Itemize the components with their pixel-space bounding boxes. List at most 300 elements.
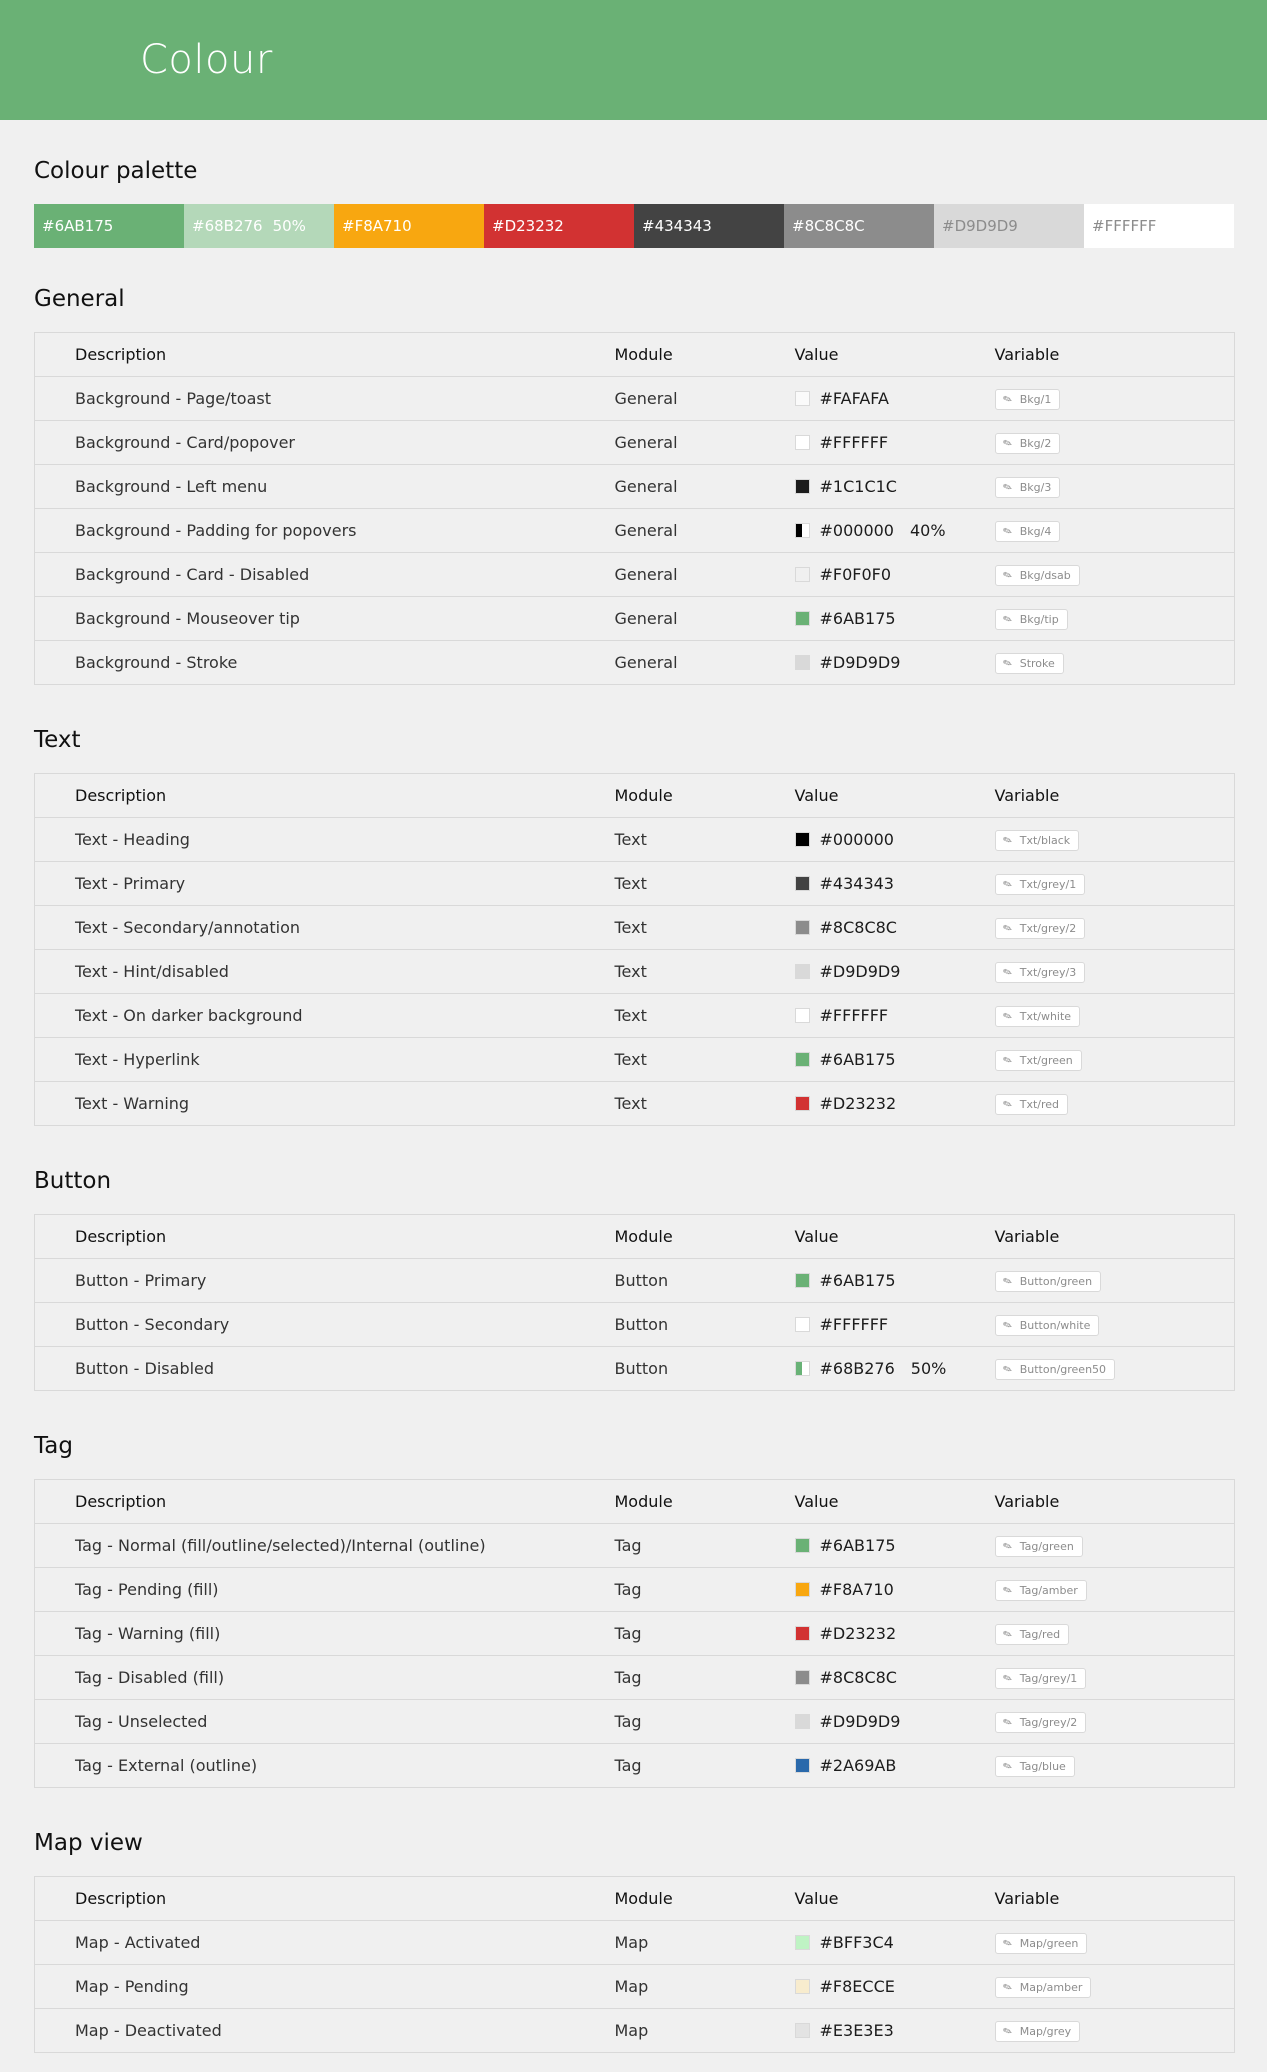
variable-tag[interactable] (995, 609, 1068, 630)
table-row (35, 509, 1235, 553)
palette-swatch (184, 204, 334, 248)
variable-tag[interactable] (995, 1580, 1087, 1601)
variable-tag[interactable] (995, 521, 1061, 542)
row-variable (995, 1700, 1235, 1744)
column-header-module: Module (614, 1492, 673, 1511)
value-opacity: 40% (909, 521, 946, 540)
row-value (795, 1347, 995, 1391)
palette-swatch (934, 204, 1084, 248)
row-variable (995, 1921, 1235, 1965)
pen-icon: ✎ (1000, 1626, 1014, 1642)
column-header-description: Description (75, 1889, 167, 1908)
variable-tag[interactable] (995, 1624, 1070, 1645)
row-module: General (614, 477, 678, 496)
row-description: Text - Hyperlink (75, 1050, 200, 1069)
row-module: Map (614, 2021, 649, 2040)
variable-tag[interactable] (995, 1315, 1100, 1336)
row-variable (995, 597, 1235, 641)
variable-tag[interactable] (995, 1006, 1081, 1027)
table-row (35, 1656, 1235, 1700)
row-description: Text - Heading (75, 830, 190, 849)
swatch-label: #68B276 (192, 217, 263, 235)
value-hex: #000000 (819, 830, 894, 849)
colour-chip (795, 655, 810, 670)
row-variable (995, 2009, 1235, 2053)
section-title: Text (34, 727, 81, 753)
row-module: Tag (614, 1668, 642, 1687)
variable-name: Bkg/3 (1019, 480, 1052, 494)
swatch-label: #F8A710 (342, 217, 412, 235)
row-value (795, 1921, 995, 1965)
value-hex: #BFF3C4 (819, 1933, 894, 1952)
row-variable (995, 1965, 1235, 2009)
value-opacity: 50% (910, 1359, 947, 1378)
colour-chip (795, 1758, 810, 1773)
value-hex: #FFFFFF (819, 1006, 889, 1025)
table-row (35, 465, 1235, 509)
row-description: Background - Mouseover tip (75, 609, 300, 628)
table-row (35, 553, 1235, 597)
table-header-row (35, 333, 1235, 377)
palette-title: Colour palette (34, 158, 198, 184)
pen-icon: ✎ (1000, 655, 1014, 671)
row-variable (995, 1259, 1235, 1303)
variable-tag[interactable] (995, 2021, 1081, 2042)
table-row (35, 950, 1235, 994)
colour-chip (795, 2023, 810, 2038)
row-description: Tag - Pending (fill) (75, 1580, 219, 1599)
table-header-row (35, 1480, 1235, 1524)
colour-chip (795, 611, 810, 626)
column-header-variable: Variable (994, 345, 1060, 364)
row-description: Button - Secondary (75, 1315, 230, 1334)
column-header-variable: Variable (994, 786, 1060, 805)
colour-chip (795, 391, 810, 406)
variable-name: Txt/red (1019, 1097, 1059, 1111)
value-hex: #D9D9D9 (819, 653, 901, 672)
page-header (0, 0, 1267, 120)
page-title: Colour (140, 37, 273, 83)
variable-name: Tag/grey/1 (1019, 1671, 1078, 1685)
row-variable (995, 1524, 1235, 1568)
row-value (795, 1303, 995, 1347)
section-title: General (34, 286, 125, 312)
colour-chip (795, 1714, 810, 1729)
row-description: Text - Primary (75, 874, 186, 893)
row-description: Background - Left menu (75, 477, 268, 496)
column-header-value: Value (794, 1492, 839, 1511)
variable-tag[interactable] (995, 830, 1080, 851)
row-value (795, 1038, 995, 1082)
colour-table (34, 1214, 1235, 1391)
row-description: Background - Padding for popovers (75, 521, 357, 540)
pen-icon: ✎ (1000, 920, 1014, 936)
row-description: Text - Secondary/annotation (75, 918, 301, 937)
value-hex: #E3E3E3 (819, 2021, 894, 2040)
table-header-row (35, 1215, 1235, 1259)
column-header-description: Description (75, 1227, 167, 1246)
table-row (35, 1568, 1235, 1612)
row-description: Tag - Warning (fill) (75, 1624, 221, 1643)
row-module: General (614, 609, 678, 628)
column-header-description: Description (75, 786, 167, 805)
colour-chip (795, 1538, 810, 1553)
table-row (35, 818, 1235, 862)
row-module: Button (614, 1315, 669, 1334)
row-variable (995, 1347, 1235, 1391)
variable-tag[interactable] (995, 1712, 1087, 1733)
row-variable (995, 906, 1235, 950)
value-hex: #8C8C8C (819, 1668, 897, 1687)
section-title: Map view (34, 1830, 143, 1856)
row-module: Text (614, 874, 647, 893)
row-module: Tag (614, 1580, 642, 1599)
variable-tag[interactable] (995, 653, 1064, 674)
row-value (795, 1524, 995, 1568)
row-value (795, 1568, 995, 1612)
swatch-opacity: 50% (272, 217, 306, 235)
row-variable (995, 1656, 1235, 1700)
variable-name: Txt/black (1019, 833, 1071, 847)
colour-chip (795, 1979, 810, 1994)
colour-chip (795, 1935, 810, 1950)
pen-icon: ✎ (1000, 1670, 1014, 1686)
row-value (795, 1082, 995, 1126)
row-value (795, 509, 995, 553)
pen-icon: ✎ (1000, 964, 1014, 980)
table-row (35, 377, 1235, 421)
table-row (35, 2009, 1235, 2053)
variable-name: Bkg/4 (1019, 524, 1052, 538)
column-header-description: Description (75, 1492, 167, 1511)
value-hex: #434343 (819, 874, 894, 893)
palette-swatch (34, 204, 184, 248)
row-description: Text - Hint/disabled (75, 962, 229, 981)
colour-chip (795, 1096, 810, 1111)
row-value (795, 2009, 995, 2053)
row-variable (995, 1038, 1235, 1082)
variable-name: Txt/grey/3 (1019, 965, 1077, 979)
column-header-module: Module (614, 1227, 673, 1246)
pen-icon: ✎ (1000, 1714, 1014, 1730)
variable-tag[interactable] (995, 565, 1080, 586)
row-value (795, 950, 995, 994)
table-row (35, 1259, 1235, 1303)
column-header-value: Value (794, 1227, 839, 1246)
variable-tag[interactable] (995, 1271, 1102, 1292)
pen-icon: ✎ (1000, 832, 1014, 848)
table-row (35, 1965, 1235, 2009)
row-module: Text (614, 918, 647, 937)
row-variable (995, 1744, 1235, 1788)
row-value (795, 1965, 995, 2009)
variable-tag[interactable] (995, 1668, 1087, 1689)
value-hex: #000000 (819, 521, 894, 540)
row-description: Tag - Unselected (75, 1712, 208, 1731)
row-value (795, 553, 995, 597)
table-row (35, 1038, 1235, 1082)
value-hex: #6AB175 (819, 1536, 896, 1555)
row-value (795, 597, 995, 641)
variable-name: Txt/grey/2 (1019, 921, 1077, 935)
table-row (35, 597, 1235, 641)
row-description: Map - Pending (75, 1977, 189, 1996)
colour-chip (795, 1273, 810, 1288)
pen-icon: ✎ (1000, 611, 1014, 627)
row-module: Text (614, 962, 647, 981)
variable-tag[interactable] (995, 477, 1061, 498)
row-value (795, 994, 995, 1038)
row-variable (995, 641, 1235, 685)
table-row (35, 906, 1235, 950)
pen-icon: ✎ (1000, 567, 1014, 583)
value-hex: #1C1C1C (819, 477, 897, 496)
row-value (795, 1700, 995, 1744)
swatch-label: #6AB175 (42, 217, 114, 235)
column-header-module: Module (614, 1889, 673, 1908)
row-description: Tag - Disabled (fill) (75, 1668, 225, 1687)
variable-tag[interactable] (995, 389, 1061, 410)
row-description: Background - Card/popover (75, 433, 295, 452)
table-row (35, 862, 1235, 906)
palette-swatch (334, 204, 484, 248)
section-title: Button (34, 1168, 112, 1194)
variable-tag[interactable] (995, 1359, 1116, 1380)
value-hex: #6AB175 (819, 609, 896, 628)
section-title: Tag (34, 1433, 73, 1459)
variable-tag[interactable] (995, 918, 1086, 939)
colour-palette (34, 204, 1234, 248)
row-value (795, 465, 995, 509)
pen-icon: ✎ (1000, 1582, 1014, 1598)
column-header-module: Module (614, 786, 673, 805)
row-module: General (614, 565, 678, 584)
row-description: Text - On darker background (75, 1006, 303, 1025)
pen-icon: ✎ (1000, 1758, 1014, 1774)
row-variable (995, 509, 1235, 553)
table-row (35, 1524, 1235, 1568)
pen-icon: ✎ (1000, 1008, 1014, 1024)
variable-name: Button/green50 (1019, 1362, 1107, 1376)
variable-name: Stroke (1019, 656, 1055, 670)
value-hex: #FAFAFA (819, 389, 889, 408)
column-header-value: Value (794, 345, 839, 364)
colour-chip (795, 1052, 810, 1067)
row-module: General (614, 521, 678, 540)
colour-chip (795, 523, 810, 538)
row-value (795, 862, 995, 906)
variable-name: Bkg/1 (1019, 392, 1052, 406)
variable-name: Bkg/2 (1019, 436, 1052, 450)
pen-icon: ✎ (1000, 1538, 1014, 1554)
row-variable (995, 1082, 1235, 1126)
colour-chip (795, 1626, 810, 1641)
row-value (795, 906, 995, 950)
variable-name: Txt/green (1019, 1053, 1073, 1067)
row-value (795, 1744, 995, 1788)
table-row (35, 641, 1235, 685)
variable-name: Txt/grey/1 (1019, 877, 1077, 891)
pen-icon: ✎ (1000, 1273, 1014, 1289)
row-variable (995, 421, 1235, 465)
row-value (795, 1612, 995, 1656)
row-description: Map - Activated (75, 1933, 201, 1952)
colour-table (34, 773, 1235, 1126)
variable-tag[interactable] (995, 1756, 1075, 1777)
table-row (35, 1082, 1235, 1126)
row-module: Text (614, 1050, 647, 1069)
column-header-value: Value (794, 786, 839, 805)
variable-tag[interactable] (995, 433, 1061, 454)
value-hex: #F8ECCE (819, 1977, 895, 1996)
row-module: Tag (614, 1712, 642, 1731)
row-description: Background - Card - Disabled (75, 565, 310, 584)
sections-container (34, 286, 1233, 2053)
pen-icon: ✎ (1000, 876, 1014, 892)
colour-chip (795, 920, 810, 935)
row-description: Button - Primary (75, 1271, 207, 1290)
table-row (35, 994, 1235, 1038)
value-hex: #F8A710 (819, 1580, 894, 1599)
value-hex: #6AB175 (819, 1050, 896, 1069)
value-hex: #68B276 (819, 1359, 895, 1378)
row-variable (995, 994, 1235, 1038)
variable-name: Map/green (1019, 1936, 1079, 1950)
pen-icon: ✎ (1000, 523, 1014, 539)
row-value (795, 818, 995, 862)
value-hex: #2A69AB (819, 1756, 897, 1775)
variable-name: Button/white (1019, 1318, 1091, 1332)
table-row (35, 1744, 1235, 1788)
value-hex: #6AB175 (819, 1271, 896, 1290)
colour-chip (795, 567, 810, 582)
row-value (795, 641, 995, 685)
row-variable (995, 553, 1235, 597)
colour-chip (795, 1008, 810, 1023)
swatch-label: #D9D9D9 (942, 217, 1018, 235)
main-content (0, 120, 1267, 2053)
pen-icon: ✎ (1000, 1979, 1014, 1995)
swatch-label: #434343 (642, 217, 712, 235)
table-row (35, 1700, 1235, 1744)
column-header-variable: Variable (994, 1227, 1060, 1246)
row-description: Button - Disabled (75, 1359, 215, 1378)
variable-name: Tag/amber (1019, 1583, 1078, 1597)
row-module: Button (614, 1271, 669, 1290)
row-variable (995, 377, 1235, 421)
variable-name: Button/green (1019, 1274, 1093, 1288)
row-module: Button (614, 1359, 669, 1378)
column-header-variable: Variable (994, 1889, 1060, 1908)
pen-icon: ✎ (1000, 435, 1014, 451)
row-value (795, 1259, 995, 1303)
variable-tag[interactable] (995, 1933, 1088, 1954)
row-module: Map (614, 1933, 649, 1952)
row-module: Map (614, 1977, 649, 1996)
row-variable (995, 818, 1235, 862)
column-header-variable: Variable (994, 1492, 1060, 1511)
value-hex: #8C8C8C (819, 918, 897, 937)
value-hex: #D9D9D9 (819, 1712, 901, 1731)
row-variable (995, 950, 1235, 994)
value-hex: #D23232 (819, 1624, 897, 1643)
palette-swatch (1084, 204, 1234, 248)
variable-name: Tag/green (1019, 1539, 1074, 1553)
row-value (795, 377, 995, 421)
row-value (795, 1656, 995, 1700)
row-value (795, 421, 995, 465)
table-row (35, 421, 1235, 465)
value-hex: #D9D9D9 (819, 962, 901, 981)
variable-name: Bkg/dsab (1019, 568, 1071, 582)
pen-icon: ✎ (1000, 1361, 1014, 1377)
colour-table (34, 332, 1235, 685)
row-description: Tag - Normal (fill/outline/selected)/Internal (outline) (75, 1536, 486, 1555)
table-row (35, 1612, 1235, 1656)
palette-swatch (634, 204, 784, 248)
swatch-label: #D23232 (492, 217, 564, 235)
variable-name: Tag/blue (1019, 1759, 1066, 1773)
row-module: General (614, 433, 678, 452)
column-header-value: Value (794, 1889, 839, 1908)
row-description: Background - Page/toast (75, 389, 271, 408)
variable-name: Map/amber (1019, 1980, 1083, 1994)
row-module: General (614, 389, 678, 408)
pen-icon: ✎ (1000, 1096, 1014, 1112)
table-header-row (35, 1877, 1235, 1921)
colour-table (34, 1876, 1235, 2053)
colour-chip (795, 435, 810, 450)
value-hex: #D23232 (819, 1094, 897, 1113)
row-module: General (614, 653, 678, 672)
colour-chip (795, 876, 810, 891)
pen-icon: ✎ (1000, 391, 1014, 407)
pen-icon: ✎ (1000, 1052, 1014, 1068)
variable-tag[interactable] (995, 1977, 1092, 1998)
variable-tag[interactable] (995, 874, 1086, 895)
row-description: Map - Deactivated (75, 2021, 222, 2040)
table-header-row (35, 774, 1235, 818)
colour-chip (795, 1582, 810, 1597)
pen-icon: ✎ (1000, 1317, 1014, 1333)
column-header-module: Module (614, 345, 673, 364)
colour-chip (795, 1317, 810, 1332)
value-hex: #F0F0F0 (819, 565, 892, 584)
colour-chip (795, 1361, 810, 1376)
variable-name: Map/grey (1019, 2024, 1072, 2038)
swatch-label: #8C8C8C (792, 217, 865, 235)
value-hex: #FFFFFF (819, 1315, 889, 1334)
row-description: Tag - External (outline) (75, 1756, 258, 1775)
row-variable (995, 862, 1235, 906)
table-row (35, 1921, 1235, 1965)
variable-tag[interactable] (995, 962, 1086, 983)
colour-chip (795, 832, 810, 847)
table-row (35, 1303, 1235, 1347)
variable-name: Tag/grey/2 (1019, 1715, 1078, 1729)
variable-tag[interactable] (995, 1050, 1082, 1071)
palette-swatch (784, 204, 934, 248)
row-description: Background - Stroke (75, 653, 238, 672)
variable-name: Txt/white (1019, 1009, 1072, 1023)
variable-tag[interactable] (995, 1536, 1083, 1557)
row-variable (995, 1303, 1235, 1347)
colour-chip (795, 964, 810, 979)
colour-chip (795, 1670, 810, 1685)
variable-tag[interactable] (995, 1094, 1069, 1115)
row-module: Text (614, 1006, 647, 1025)
row-module: Tag (614, 1756, 642, 1775)
